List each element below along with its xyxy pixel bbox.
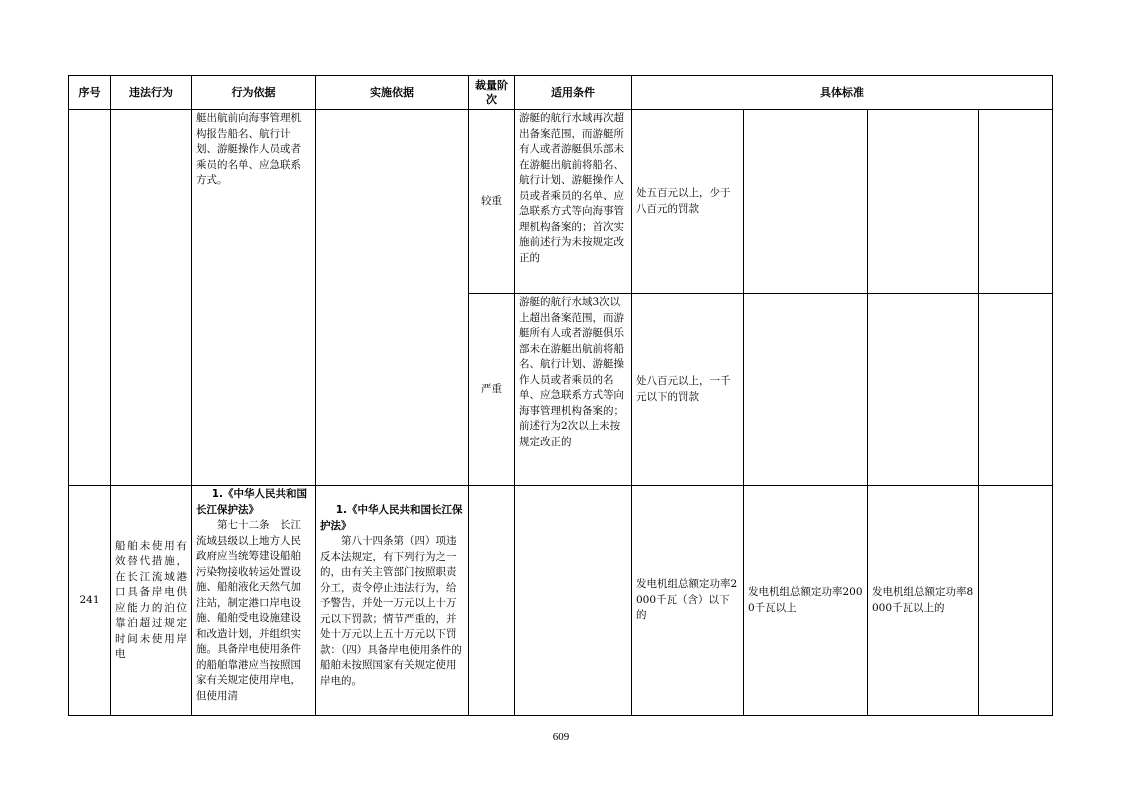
penalty-standard-table: [68, 75, 1053, 716]
condition-cell: 游艇的航行水域3次以上超出备案范围，而游艇所有人或者游艇俱乐部未在游艇出航前将船名、航行计划、游艇操作人员或者乘员的名单、应急联系方式等向海事管理机构备案的；前述行为2次以上未按规定改正的: [515, 294, 632, 486]
condition-cell: [515, 486, 632, 716]
seq-cell: 241: [69, 486, 111, 716]
basis-law-title: 1.《中华人民共和国长江保护法》: [196, 488, 308, 516]
empty-cell: [979, 486, 1053, 716]
header-standard: 具体标准: [632, 76, 1053, 110]
empty-cell: [979, 294, 1053, 486]
table-header-row: [69, 76, 1053, 110]
impl-law-text: 第八十四条第（四）项违反本法规定，有下列行为之一的，由有关主管部门按照职责分工，责令停止违法行为，给予警告，并处一万元以上十万元以下罚款；情节严重的，并处十万元以上五十万元以下罚款：（四）具备岸电使用条件的船舶未按照国家有关规定使用岸电的。: [320, 535, 462, 687]
header-level: 裁量阶次: [469, 76, 515, 110]
header-violation: 违法行为: [111, 76, 192, 110]
basis-law-text: 第七十二条 长江流域县级以上地方人民政府应当统筹建设船舶污染物接收转运处置设施、船舶液化天然气加注站，制定港口岸电设施、船舶受电设施建设和改造计划，并组织实施。具备岸电使用条件的船舶靠港应当按照国家有关规定使用岸电，但使用清: [196, 519, 301, 702]
empty-cell: [979, 110, 1053, 294]
empty-cell: [868, 294, 979, 486]
page-number: 609: [552, 731, 570, 743]
level-cell: [469, 486, 515, 716]
level-cell: 严重: [469, 294, 515, 486]
empty-cell: [868, 110, 979, 294]
standard-cell: 处八百元以上，一千元以下的罚款: [632, 294, 744, 486]
condition-cell: 游艇的航行水域再次超出备案范围，而游艇所有人或者游艇俱乐部未在游艇出航前将船名、航行计划、游艇操作人员或者乘员的名单、应急联系方式等向海事管理机构备案的；首次实施前述行为未按规定改正的: [515, 110, 632, 294]
header-seq: 序号: [69, 76, 111, 110]
standard-cell: 处五百元以上，少于八百元的罚款: [632, 110, 744, 294]
table-row: [69, 486, 1053, 716]
prev-basis-cell: 艇出航前向海事管理机构报告船名、航行计划、游艇操作人员或者乘员的名单、应急联系方式。: [192, 110, 316, 486]
impl-law-title: 1.《中华人民共和国长江保护法》: [320, 504, 463, 532]
basis-cell: [192, 486, 316, 716]
violation-cell: 船舶未使用有效替代措施，在长江流域港口具备岸电供应能力的泊位靠泊超过规定时间未使用岸电: [111, 486, 192, 716]
standard-cell-3: 发电机组总额定功率8000千瓦以上的: [868, 486, 979, 716]
standard-cell-1: 发电机组总额定功率2000千瓦（含）以下的: [632, 486, 744, 716]
table-row: [69, 110, 1053, 294]
standard-cell-2: 发电机组总额定功率2000千瓦以上: [744, 486, 868, 716]
empty-cell: [744, 294, 868, 486]
impl-cell: [316, 486, 469, 716]
empty-cell: [744, 110, 868, 294]
prev-violation-cell: [111, 110, 192, 486]
header-basis: 行为依据: [192, 76, 316, 110]
prev-impl-cell: [316, 110, 469, 486]
header-cond: 适用条件: [515, 76, 632, 110]
header-impl: 实施依据: [316, 76, 469, 110]
prev-seq-cell: [69, 110, 111, 486]
level-cell: 较重: [469, 110, 515, 294]
